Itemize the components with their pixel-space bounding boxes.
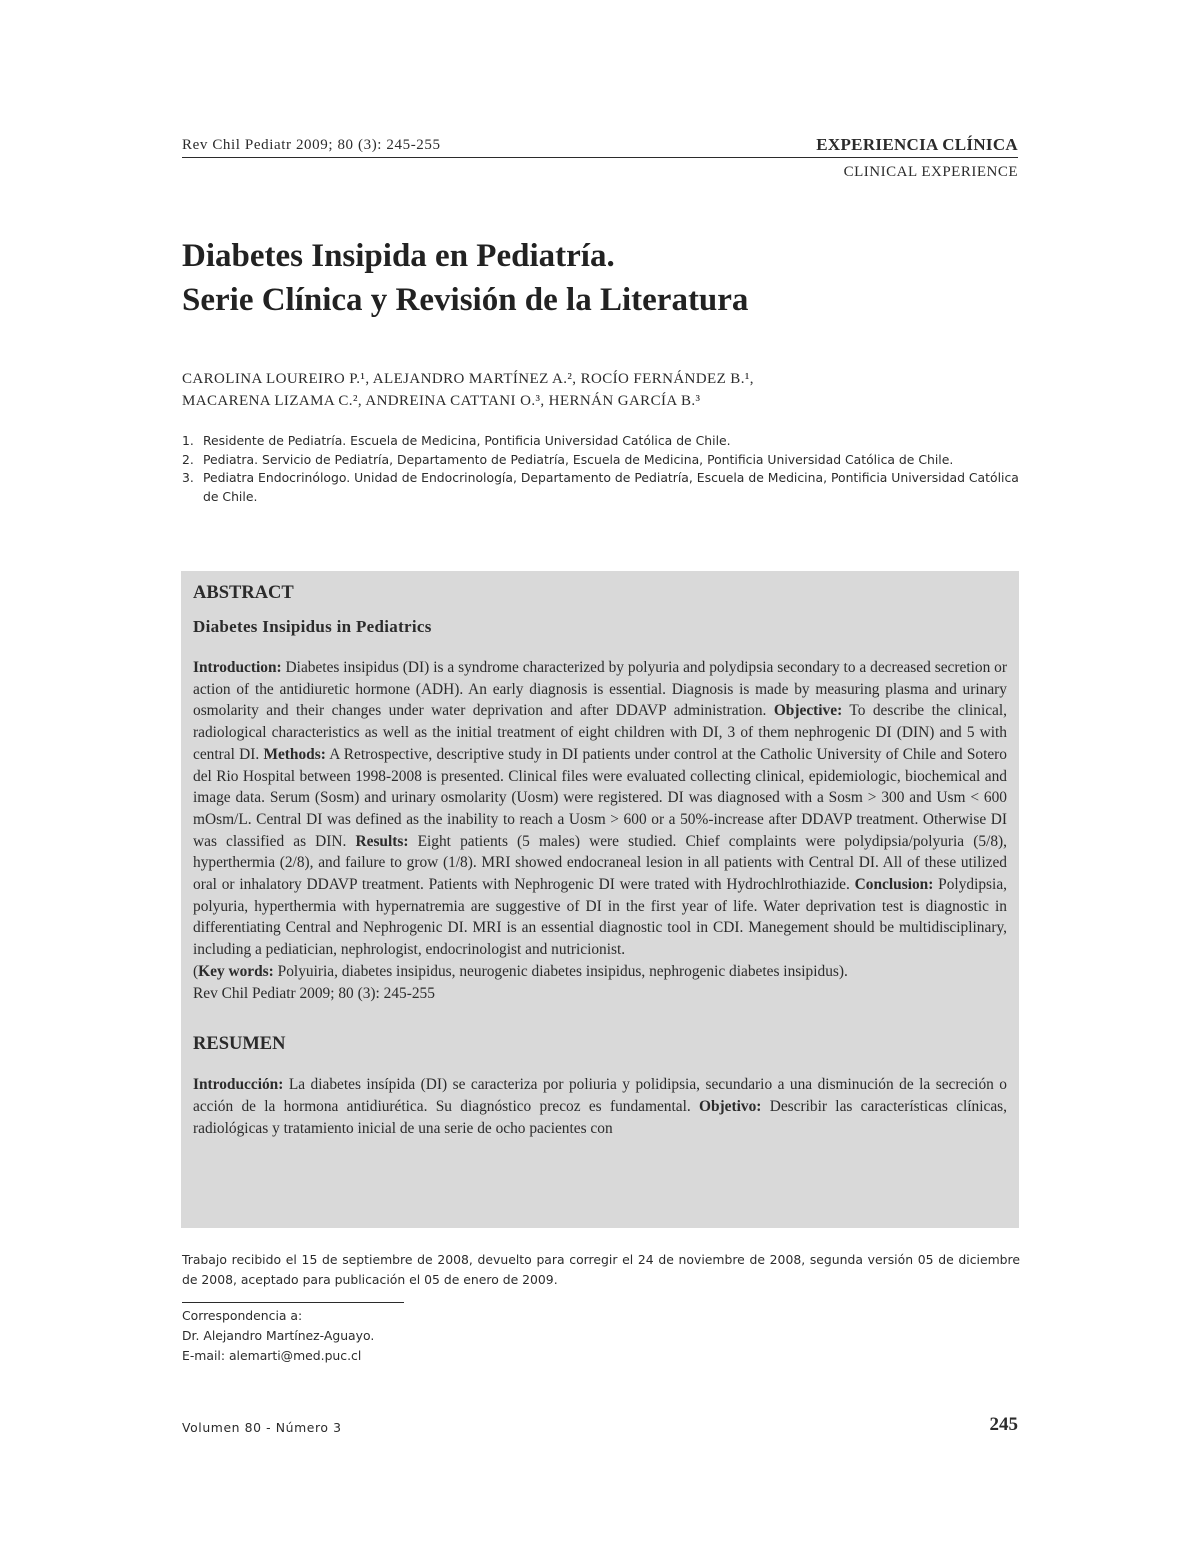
header-divider xyxy=(182,157,1018,158)
abstract-citation: Rev Chil Pediatr 2009; 80 (3): 245-255 xyxy=(193,984,435,1002)
correspondence-name: Dr. Alejandro Martínez-Aguayo. xyxy=(182,1328,375,1343)
keywords-label: Key words: xyxy=(198,962,274,980)
keywords-open: ( xyxy=(193,962,199,980)
objective-text: To describe the clinical, radiological characteristics as well as the initial treatment of eight children with DI, 3 of them nephrogenic DI (DIN) and 5 with central DI. xyxy=(193,702,1008,763)
objective-label: Objective: xyxy=(773,702,843,720)
article-title xyxy=(182,234,748,322)
affiliation-item xyxy=(182,469,1022,506)
authors-line-1: CAROLINA LOUREIRO P.¹, ALEJANDRO MARTÍNEZ A.², ROCÍO FERNÁNDEZ B.¹, xyxy=(182,371,754,387)
resumen-heading: RESUMEN xyxy=(193,1034,286,1055)
affiliation-number: 1. xyxy=(182,433,194,448)
conclusion-text: Polydipsia, polyuria, hyperthermia with hypernatremia are suggestive of DI in the first year of life. Water deprivation test is diagnostic in differentiating Central and Nephrogenic DI. MRI is an essential diagnostic tool in CDI. Manegement should be multidisciplinary, including a pediatician, nephrologist, endocrinologist and nutricionist. xyxy=(193,876,1008,959)
page-number: 245 xyxy=(989,1414,1018,1435)
correspondence-email: E-mail: alemarti@med.puc.cl xyxy=(182,1348,362,1363)
affiliation-text: Residente de Pediatría. Escuela de Medicina, Pontificia Universidad Católica de Chile. xyxy=(203,433,731,448)
abstract-title: Diabetes Insipidus in Pediatrics xyxy=(193,617,432,636)
journal-citation: Rev Chil Pediatr 2009; 80 (3): 245-255 xyxy=(182,137,441,153)
intro-label: Introduction: xyxy=(193,659,282,676)
results-text: Eight patients (5 males) were studied. Chief complaints were polydipsia/polyuria (5/8), hyperthermia (2/8), and failure to grow (1/8). MRI showed endocraneal lesion in all patients with Central DI. All of these utilized oral or inhalatory DDAVP treatment. Patients with Nephrogenic DI were trated with Hydrochlrothiazide. xyxy=(193,832,1007,894)
resumen-body xyxy=(193,1074,1007,1139)
correspondence-label: Correspondencia a: xyxy=(182,1308,303,1323)
title-line-1: Diabetes Insipida en Pediatría. xyxy=(182,238,615,274)
abstract-box xyxy=(181,571,1019,1228)
section-label: EXPERIENCIA CLÍNICA xyxy=(816,135,1018,154)
abstract-heading: ABSTRACT xyxy=(193,583,294,603)
affiliation-item xyxy=(182,432,1022,451)
volume-label: Volumen 80 - Número 3 xyxy=(182,1420,342,1435)
keywords xyxy=(193,961,1007,983)
title-line-2: Serie Clínica y Revisión de la Literatura xyxy=(182,282,749,318)
methods-text: A Retrospective, descriptive study in DI patients under control at the Catholic University of Chile and Sotero del Rio Hospital between 1998-2008 is presented. Clinical files were evaluated collecting clinical, epidemiologic, biochemical and image data. Serum (Sosm) and urinary osmolarity (Uosm) were registered. DI was diagnosed with a Sosm > 300 and Usm < 600 mOsm/L. Central DI was defined as the inability to reach a Uosm > 600 or a 50%-increase after DDAVP treatment. Otherwise DI was classified as DIN. xyxy=(193,745,1007,850)
received-note: Trabajo recibido el 15 de septiembre de 2008, devuelto para corregir el 24 de noviembre de 2008, segunda versión 05 de diciembre de 2008, aceptado para publicación el 05 de enero de 2009. xyxy=(182,1252,1020,1287)
correspondence xyxy=(182,1306,374,1366)
conclusion-label: Conclusion: xyxy=(854,876,934,894)
affiliation-number: 3. xyxy=(182,470,194,485)
resumen-intro-text: La diabetes insípida (DI) se caracteriza por poliuria y polidipsia, secundario a una disminución de la secreción o acción de la hormona antidiurética. Su diagnóstico precoz es fundamental. xyxy=(193,1076,1007,1115)
author-list xyxy=(182,368,754,412)
resumen-objective-label: Objetivo: xyxy=(699,1097,762,1115)
affiliation-number: 2. xyxy=(182,451,194,467)
results-label: Results: xyxy=(355,832,409,850)
methods-label: Methods: xyxy=(263,745,326,763)
affiliation-item xyxy=(182,451,1022,470)
affiliation-text: Pediatra Endocrinólogo. Unidad de Endocrinología, Departamento de Pediatría, Escuela de Medicina, Pontificia Universidad Católica de Chile. xyxy=(203,470,1019,504)
affiliation-text: Pediatra. Servicio de Pediatría, Departamento de Pediatría, Escuela de Medicina, Pontificia Universidad Católica de Chile. xyxy=(203,451,954,467)
resumen-intro-label: Introducción: xyxy=(193,1076,284,1094)
section-label-english: CLINICAL EXPERIENCE xyxy=(843,164,1018,180)
affiliation-list xyxy=(182,432,1022,506)
authors-line-2: MACARENA LIZAMA C.², ANDREINA CATTANI O.³, HERNÁN GARCÍA B.³ xyxy=(182,393,701,409)
correspondence-divider xyxy=(182,1302,404,1303)
intro-text: Diabetes insipidus (DI) is a syndrome characterized by polyuria and polydipsia secondary to a decreased secretion or action of the antidiuretic hormone (ADH). An early diagnosis is essential. Diagnosis is made by measuring plasma and urinary osmolarity and their changes under water deprivation and after DDAVP administration. xyxy=(193,659,1007,720)
keywords-text: Polyuiria, diabetes insipidus, neurogenic diabetes insipidus, nephrogenic diabetes insipidus). xyxy=(273,962,848,980)
resumen-objective-text: Describir las características clínicas, radiológicas y tratamiento inicial de una serie de ocho pacientes con xyxy=(193,1097,1007,1137)
abstract-body xyxy=(193,657,1007,961)
